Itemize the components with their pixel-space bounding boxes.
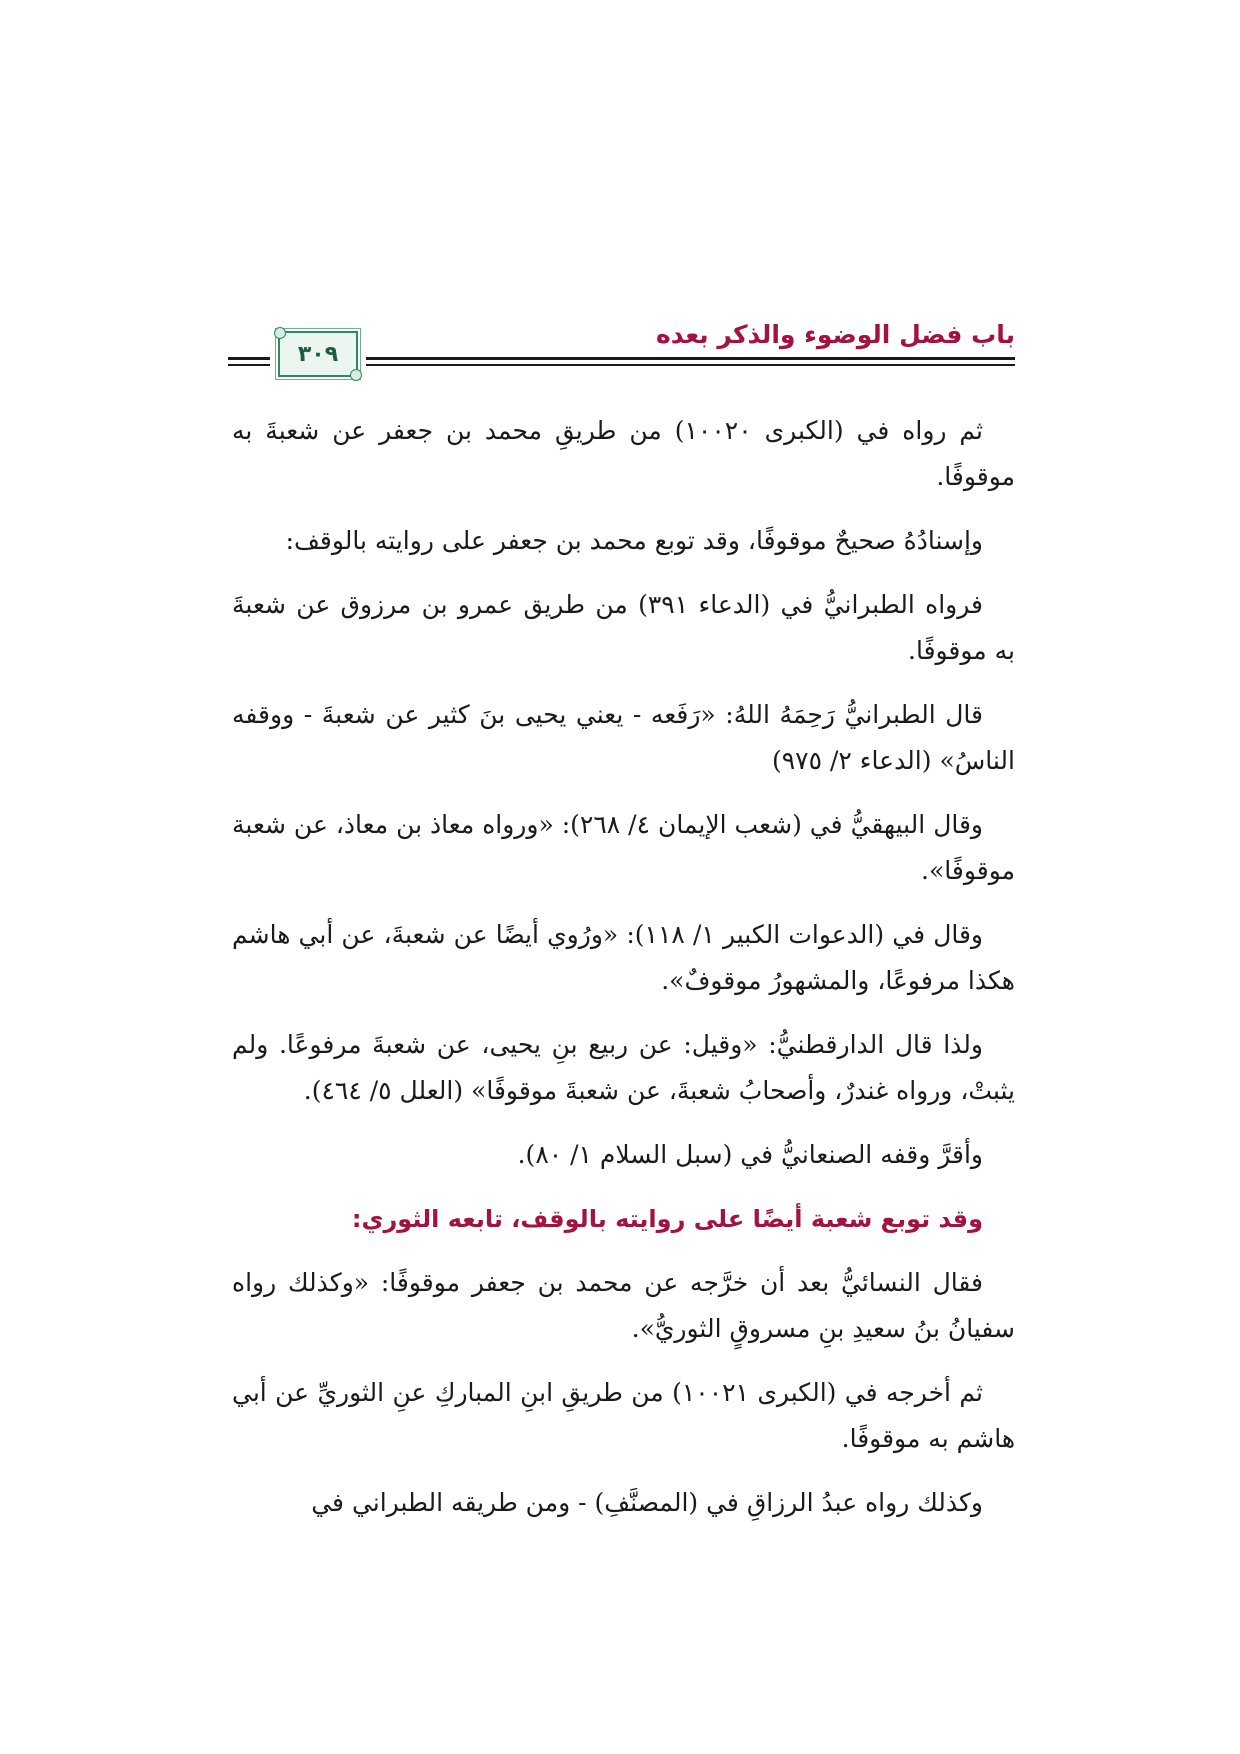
paragraph: وقال في (الدعوات الكبير ١/ ١١٨): «ورُوي أيضًا عن شعبةَ، عن أبي هاشم هكذا مرفوعًا، والمشهورُ موقوفٌ». [232, 920, 1015, 995]
page-number-badge [278, 331, 358, 377]
paragraph: وكذلك رواه عبدُ الرزاقِ في (المصنَّفِ) - ومن طريقه الطبراني في [311, 1488, 983, 1517]
paragraph: ولذا قال الدارقطنيُّ: «وقيل: عن ربيع بنِ يحيى، عن شعبةَ مرفوعًا. ولم يثبتْ، ورواه غندرٌ، وأصحابُ شعبةَ، عن شعبةَ موقوفًا» (العلل ٥/ ٤٦٤). [232, 1030, 1015, 1105]
paragraph: فرواه الطبرانيُّ في (الدعاء ٣٩١) من طريق عمرو بن مرزوق عن شعبةَ به موقوفًا. [232, 590, 1015, 665]
paragraph: فقال النسائيُّ بعد أن خرَّجه عن محمد بن جعفر موقوفًا: «وكذلك رواه سفيانُ بنُ سعيدِ بنِ مسروقٍ الثوريُّ». [232, 1268, 1015, 1343]
page-header [228, 310, 1015, 390]
paragraph: ثم أخرجه في (الكبرى ١٠٠٢١) من طريقِ ابنِ المباركِ عنِ الثوريِّ عن أبي هاشم به موقوفًا. [232, 1378, 1015, 1453]
paragraph: قال الطبرانيُّ رَحِمَهُ اللهُ: «رَفَعه - يعني يحيى بنَ كثير عن شعبةَ - ووقفه الناسُ» (الدعاء ٢/ ٩٧٥) [232, 700, 1015, 775]
paragraph: وإسنادُهُ صحيحٌ موقوفًا، وقد توبع محمد بن جعفر على روايته بالوقف: [285, 526, 983, 555]
page-number: ٣٠٩ [297, 341, 339, 367]
chapter-title: باب فضل الوضوء والذكر بعده [656, 320, 1015, 349]
section-subheading: وقد توبع شعبة أيضًا على روايته بالوقف، تابعه الثوري: [351, 1205, 983, 1233]
paragraph: وقال البيهقيُّ في (شعب الإيمان ٤/ ٢٦٨): «ورواه معاذ بن معاذ، عن شعبة موقوفًا». [232, 810, 1015, 885]
main-text [232, 408, 1015, 1544]
paragraph: وأقرَّ وقفه الصنعانيُّ في (سبل السلام ١/ ٨٠). [517, 1140, 983, 1169]
paragraph: ثم رواه في (الكبرى ١٠٠٢٠) من طريقِ محمد بن جعفر عن شعبةَ به موقوفًا. [232, 416, 1015, 491]
